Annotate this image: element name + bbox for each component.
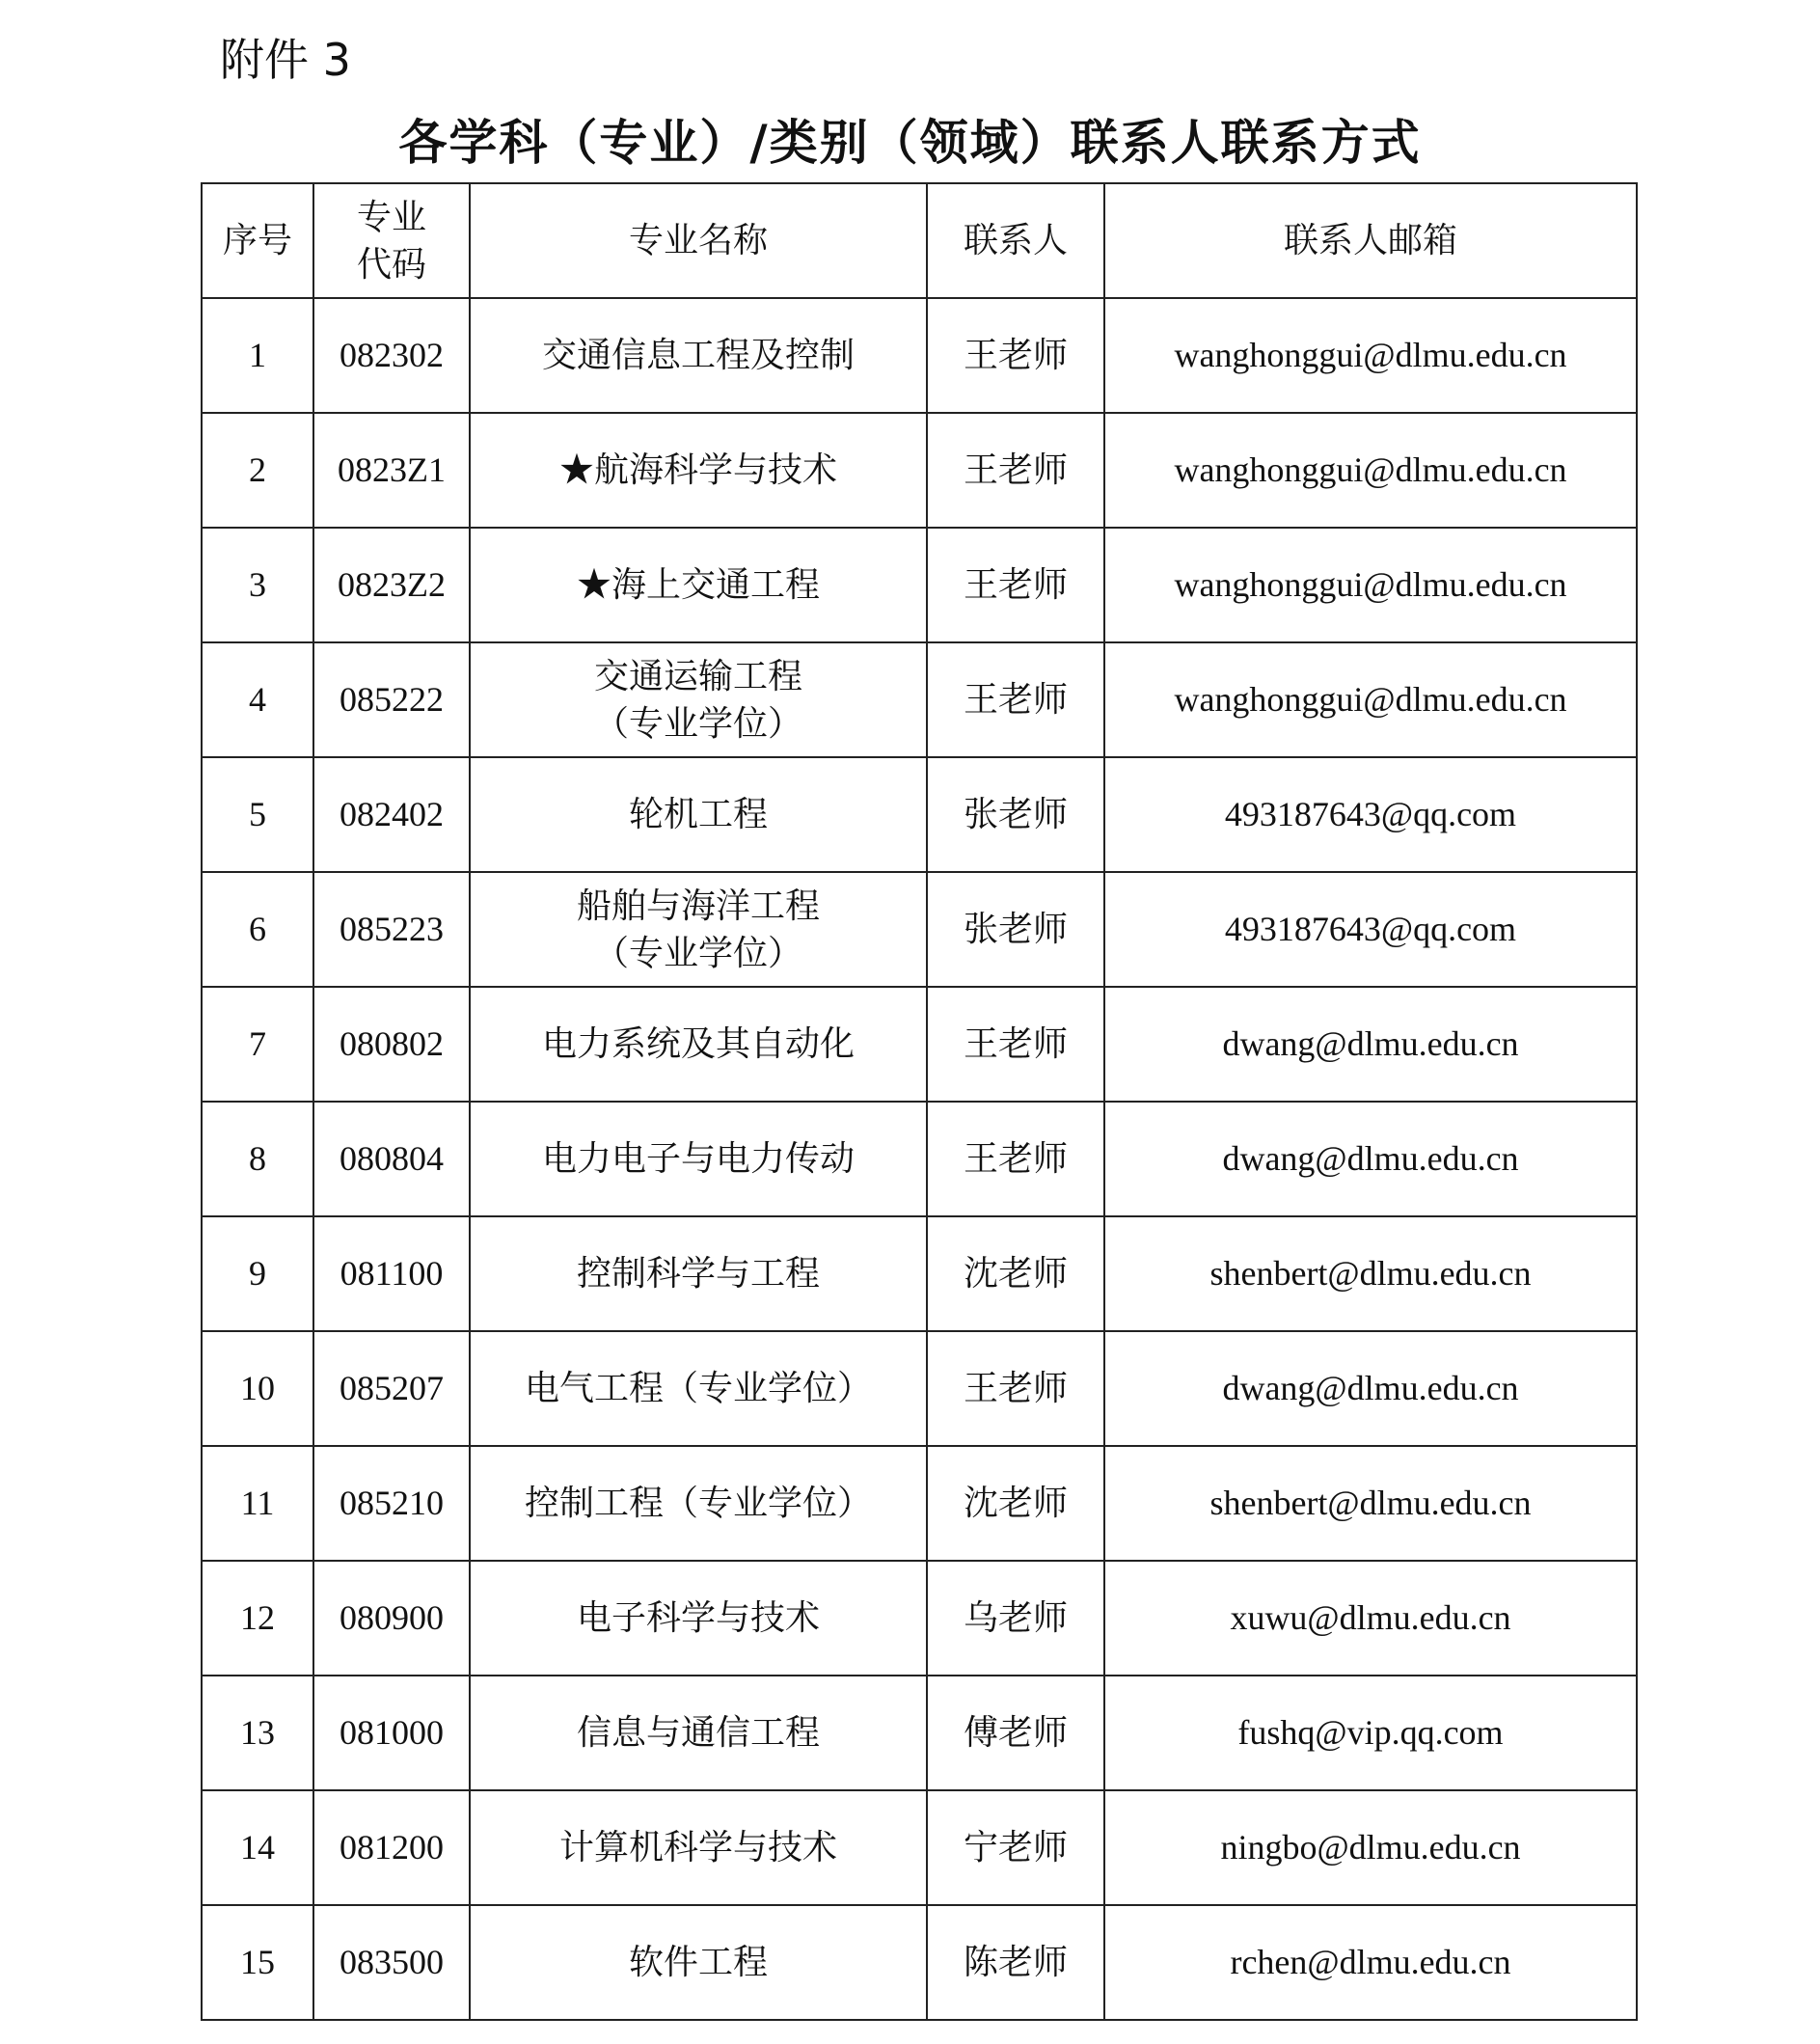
major-name: 软件工程 bbox=[628, 1943, 768, 1982]
major-name-cell bbox=[470, 1331, 927, 1446]
major-name-cell bbox=[470, 298, 927, 413]
table-row bbox=[202, 413, 1637, 528]
row-no: 8 bbox=[202, 1102, 313, 1216]
major-code: 082302 bbox=[313, 298, 470, 413]
major-name: 信息与通信工程 bbox=[576, 1713, 820, 1753]
major-code: 080804 bbox=[313, 1102, 470, 1216]
contact-email: shenbert@dlmu.edu.cn bbox=[1104, 1216, 1637, 1331]
major-name-note: （专业学位） bbox=[593, 703, 802, 743]
table-header-row bbox=[202, 183, 1637, 298]
major-code: 080900 bbox=[313, 1561, 470, 1676]
row-no: 5 bbox=[202, 757, 313, 872]
major-name: 控制工程（专业学位） bbox=[524, 1484, 872, 1523]
row-no: 14 bbox=[202, 1790, 313, 1905]
contact-email: wanghonggui@dlmu.edu.cn bbox=[1104, 413, 1637, 528]
major-code: 0823Z1 bbox=[313, 413, 470, 528]
header-contact: 联系人 bbox=[927, 183, 1104, 298]
row-no: 4 bbox=[202, 642, 313, 757]
major-code: 085223 bbox=[313, 872, 470, 987]
major-name-cell bbox=[470, 413, 927, 528]
contact-person: 傅老师 bbox=[927, 1676, 1104, 1790]
row-no: 1 bbox=[202, 298, 313, 413]
table-row bbox=[202, 1676, 1637, 1790]
row-no: 6 bbox=[202, 872, 313, 987]
row-no: 12 bbox=[202, 1561, 313, 1676]
table-row bbox=[202, 1905, 1637, 2020]
major-name-cell bbox=[470, 1446, 927, 1561]
major-name: ★航海科学与技术 bbox=[558, 450, 837, 490]
table-row bbox=[202, 1102, 1637, 1216]
major-name-note: （专业学位） bbox=[593, 933, 802, 972]
contact-email: wanghonggui@dlmu.edu.cn bbox=[1104, 642, 1637, 757]
major-code: 083500 bbox=[313, 1905, 470, 2020]
header-no: 序号 bbox=[202, 183, 313, 298]
contact-email: 493187643@qq.com bbox=[1104, 757, 1637, 872]
major-name: 船舶与海洋工程 bbox=[576, 886, 820, 925]
contact-email: 493187643@qq.com bbox=[1104, 872, 1637, 987]
major-name-cell bbox=[470, 987, 927, 1102]
contact-email: shenbert@dlmu.edu.cn bbox=[1104, 1446, 1637, 1561]
header-name: 专业名称 bbox=[470, 183, 927, 298]
header-code-line2: 代码 bbox=[356, 244, 426, 284]
major-name-cell bbox=[470, 1676, 927, 1790]
major-code: 085210 bbox=[313, 1446, 470, 1561]
major-name: 计算机科学与技术 bbox=[558, 1828, 837, 1867]
table-row bbox=[202, 987, 1637, 1102]
contact-person: 王老师 bbox=[927, 642, 1104, 757]
contact-person: 王老师 bbox=[927, 1102, 1104, 1216]
major-name: 电子科学与技术 bbox=[576, 1598, 820, 1638]
table-row bbox=[202, 1216, 1637, 1331]
contact-table bbox=[201, 182, 1638, 2021]
major-code: 080802 bbox=[313, 987, 470, 1102]
header-code-line1: 专业 bbox=[356, 197, 426, 236]
row-no: 13 bbox=[202, 1676, 313, 1790]
contact-email: wanghonggui@dlmu.edu.cn bbox=[1104, 528, 1637, 642]
table-row bbox=[202, 298, 1637, 413]
row-no: 11 bbox=[202, 1446, 313, 1561]
major-name-cell bbox=[470, 642, 927, 757]
contact-person: 张老师 bbox=[927, 872, 1104, 987]
major-code: 082402 bbox=[313, 757, 470, 872]
major-name-cell bbox=[470, 1216, 927, 1331]
row-no: 10 bbox=[202, 1331, 313, 1446]
contact-person: 王老师 bbox=[927, 1331, 1104, 1446]
table-row bbox=[202, 528, 1637, 642]
contact-person: 沈老师 bbox=[927, 1446, 1104, 1561]
major-code: 085222 bbox=[313, 642, 470, 757]
contact-email: wanghonggui@dlmu.edu.cn bbox=[1104, 298, 1637, 413]
header-code bbox=[313, 183, 470, 298]
major-name-cell bbox=[470, 1561, 927, 1676]
contact-person: 沈老师 bbox=[927, 1216, 1104, 1331]
major-name-cell bbox=[470, 1102, 927, 1216]
table-row bbox=[202, 1561, 1637, 1676]
contact-person: 王老师 bbox=[927, 298, 1104, 413]
major-code: 081200 bbox=[313, 1790, 470, 1905]
contact-person: 张老师 bbox=[927, 757, 1104, 872]
contact-email: xuwu@dlmu.edu.cn bbox=[1104, 1561, 1637, 1676]
major-code: 081100 bbox=[313, 1216, 470, 1331]
contact-person: 王老师 bbox=[927, 528, 1104, 642]
major-name: 交通信息工程及控制 bbox=[541, 336, 855, 375]
major-name-cell bbox=[470, 528, 927, 642]
page-title: 各学科（专业）/类别（领域）联系人联系方式 bbox=[398, 115, 1422, 171]
table-row bbox=[202, 872, 1637, 987]
header-email: 联系人邮箱 bbox=[1104, 183, 1637, 298]
contact-email: dwang@dlmu.edu.cn bbox=[1104, 1102, 1637, 1216]
table-row bbox=[202, 1446, 1637, 1561]
contact-email: dwang@dlmu.edu.cn bbox=[1104, 1331, 1637, 1446]
major-name-cell bbox=[470, 1790, 927, 1905]
contact-person: 陈老师 bbox=[927, 1905, 1104, 2020]
major-name: 电力电子与电力传动 bbox=[541, 1139, 855, 1179]
row-no: 2 bbox=[202, 413, 313, 528]
major-name: ★海上交通工程 bbox=[576, 565, 820, 605]
contact-email: ningbo@dlmu.edu.cn bbox=[1104, 1790, 1637, 1905]
major-code: 085207 bbox=[313, 1331, 470, 1446]
table-row bbox=[202, 757, 1637, 872]
contact-email: rchen@dlmu.edu.cn bbox=[1104, 1905, 1637, 2020]
major-name: 控制科学与工程 bbox=[576, 1254, 820, 1294]
major-name: 电气工程（专业学位） bbox=[524, 1369, 872, 1408]
contact-person: 乌老师 bbox=[927, 1561, 1104, 1676]
major-name-cell bbox=[470, 1905, 927, 2020]
row-no: 7 bbox=[202, 987, 313, 1102]
major-name: 电力系统及其自动化 bbox=[541, 1024, 855, 1064]
major-code: 081000 bbox=[313, 1676, 470, 1790]
table-row bbox=[202, 1790, 1637, 1905]
contact-person: 王老师 bbox=[927, 987, 1104, 1102]
row-no: 9 bbox=[202, 1216, 313, 1331]
major-code: 0823Z2 bbox=[313, 528, 470, 642]
major-name-cell bbox=[470, 757, 927, 872]
contact-person: 王老师 bbox=[927, 413, 1104, 528]
major-name: 交通运输工程 bbox=[593, 656, 802, 695]
contact-person: 宁老师 bbox=[927, 1790, 1104, 1905]
table-row bbox=[202, 642, 1637, 757]
contact-email: dwang@dlmu.edu.cn bbox=[1104, 987, 1637, 1102]
table-row bbox=[202, 1331, 1637, 1446]
row-no: 15 bbox=[202, 1905, 313, 2020]
major-name: 轮机工程 bbox=[628, 795, 768, 834]
major-name-cell bbox=[470, 872, 927, 987]
row-no: 3 bbox=[202, 528, 313, 642]
contact-email: fushq@vip.qq.com bbox=[1104, 1676, 1637, 1790]
attachment-label: 附件 3 bbox=[220, 34, 351, 86]
